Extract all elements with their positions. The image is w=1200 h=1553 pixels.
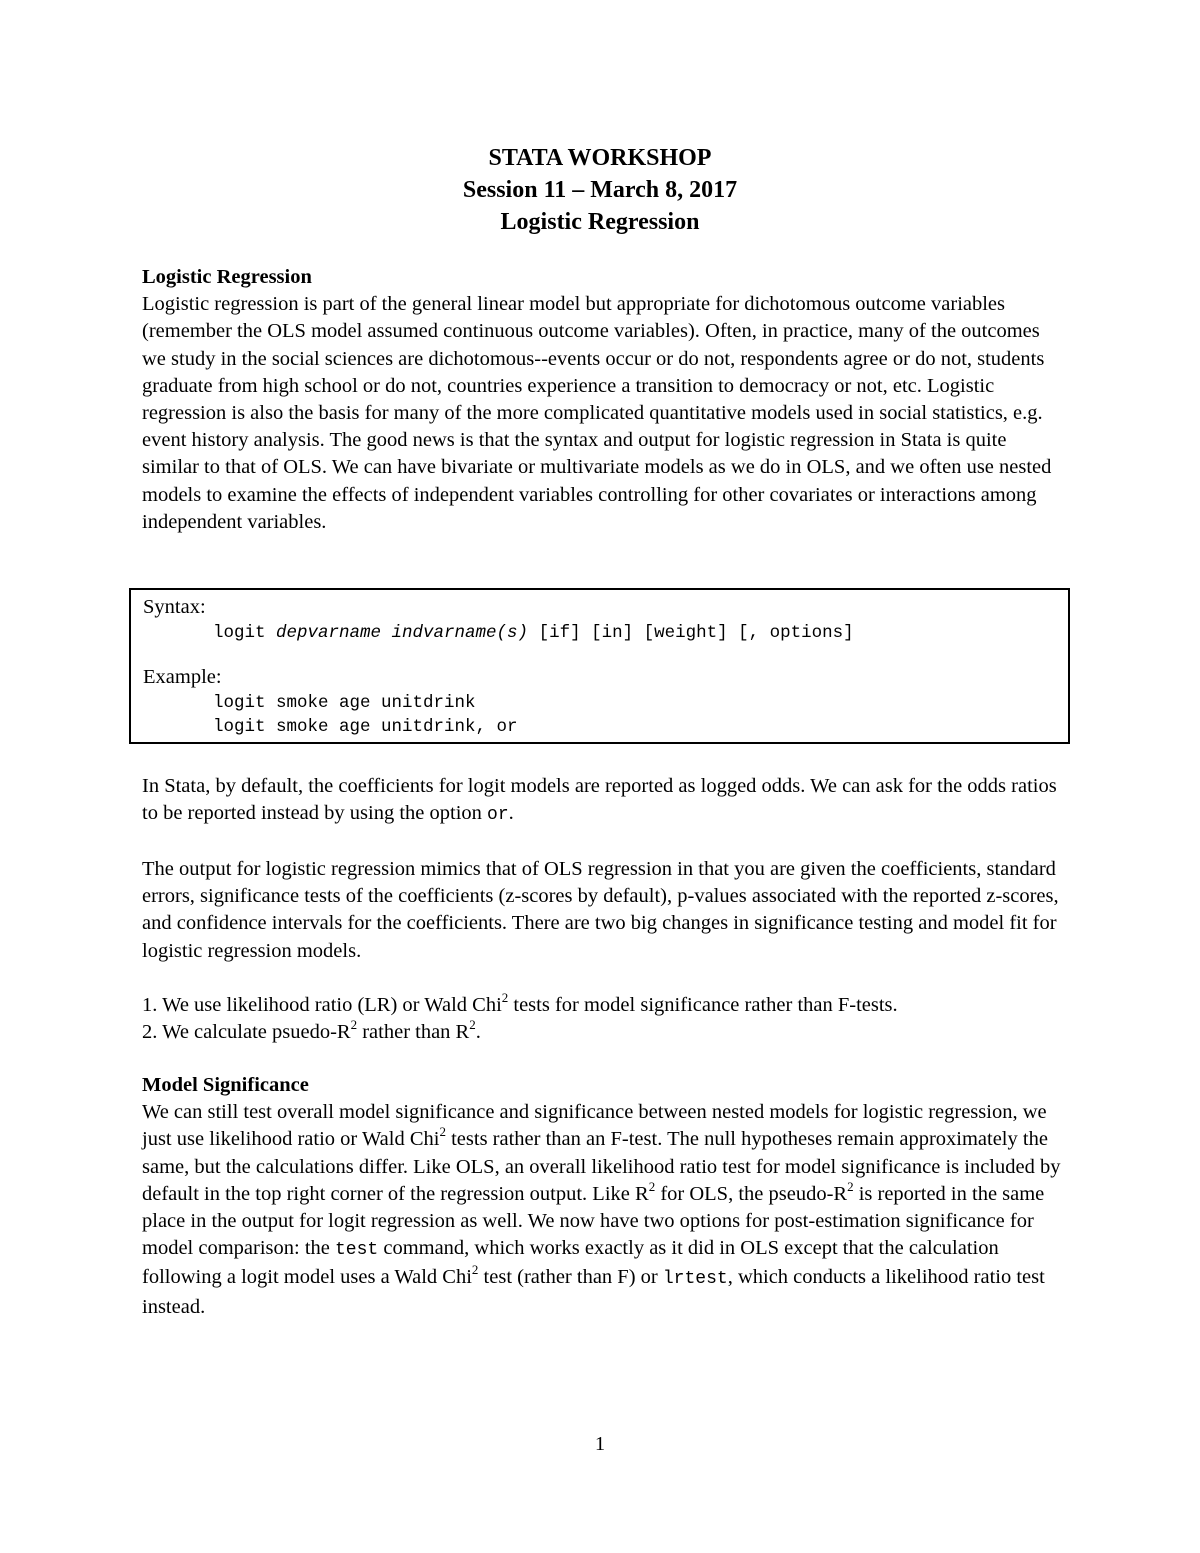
example-label: Example: xyxy=(143,666,222,688)
list-item2-text-end: . xyxy=(475,1021,481,1044)
superscript: 2 xyxy=(350,1017,358,1033)
default-end: . xyxy=(508,802,514,825)
default-paragraph xyxy=(142,773,1067,829)
text-run: is reported in the same place in the output for logit regression as well. We now have two options for post-estimation significance for model comparison: the xyxy=(142,1182,1045,1260)
default-text: In Stata, by default, the coefficients for logit models are reported as logged odds. We can ask for the odds ratios to be reported instead by using the option xyxy=(142,775,1057,825)
list-item1-text: 1. We use likelihood ratio (LR) or Wald Chi xyxy=(142,994,502,1016)
list-item xyxy=(142,992,1067,1019)
model-significance-section xyxy=(142,1072,1067,1321)
inline-code: test xyxy=(335,1240,379,1261)
document-title: STATA WORKSHOP xyxy=(488,145,712,171)
text-run: tests rather than an F-test. The null hypotheses remain approximately the same, but the calculations differ. Like OLS, an overall likelihood ratio test for model significance is included by default in the top right corner of the regression output. Like R xyxy=(142,1128,1061,1205)
section-heading: Logistic Regression xyxy=(142,266,312,288)
superscript: 2 xyxy=(471,1262,479,1278)
superscript: 2 xyxy=(469,1017,476,1033)
text-run: command, which works exactly as it did in OLS except that the calculation following a logit model uses a Wald Chi xyxy=(142,1237,999,1289)
list-section xyxy=(142,992,1067,1046)
output-paragraph: The output for logistic regression mimics that of OLS regression in that you are given the coefficients, standard errors, significance tests of the coefficients (z-scores by default), p-values associated with the reported z-scores, and confidence intervals for the coefficients. There are two big changes in significance testing and model fit for logistic regression models. xyxy=(142,858,1059,962)
model-significance-paragraph xyxy=(142,1099,1067,1321)
syntax-label: Syntax: xyxy=(143,596,206,618)
section-heading: Model Significance xyxy=(142,1074,309,1096)
superscript: 2 xyxy=(847,1178,854,1194)
text-run: for OLS, the pseudo-R xyxy=(655,1182,848,1205)
superscript: 2 xyxy=(501,990,509,1005)
list-item2-text-mid: rather than R xyxy=(357,1021,470,1044)
text-run: test (rather than F) or xyxy=(478,1266,663,1289)
syntax-box xyxy=(129,588,1070,744)
syntax-command xyxy=(143,621,1068,645)
list-item1-text-end: tests for model significance rather than F-tests. xyxy=(508,994,898,1016)
syntax-rest: [if] [in] [weight] [, options] xyxy=(528,623,854,643)
example-command-2: logit smoke age unitdrink, or xyxy=(213,717,518,737)
session-line: Session 11 – March 8, 2017 xyxy=(462,177,738,203)
list-item xyxy=(142,1019,1067,1046)
example-command-1: logit smoke age unitdrink xyxy=(213,693,476,713)
output-paragraph-section xyxy=(142,856,1067,965)
inline-code: lrtest xyxy=(662,1269,728,1290)
superscript: 2 xyxy=(648,1178,656,1194)
document-header xyxy=(0,142,1200,238)
default-paragraph-section xyxy=(142,773,1067,829)
document-subtitle: Logistic Regression xyxy=(500,209,700,235)
intro-paragraph: Logistic regression is part of the general linear model but appropriate for dichotomous outcome variables (remember the OLS model assumed continuous outcome variables). Often, in practice, many of the outcomes we study in the social sciences are dichotomous--events occur or do not, respondents agree or do not, students graduate from high school or do not, countries experience a transition to democracy or not, etc. Logistic regression is also the basis for many of the more complicated quantitative models used in social statistics, e.g. event history analysis. The good news is that the syntax and output for logistic regression in Stata is quite similar to that of OLS. We can have bivariate or multivariate models as we do in OLS, and we often use nested models to examine the effects of independent variables controlling for other covariates or interactions among independent variables. xyxy=(142,293,1052,533)
page-number: 1 xyxy=(594,1433,606,1455)
text-run: , which conducts a likelihood ratio test instead. xyxy=(142,1266,1045,1318)
list-item2-text: 2. We calculate psuedo-R xyxy=(142,1021,351,1044)
default-code: or xyxy=(487,805,509,826)
syntax-args: depvarname indvarname(s) xyxy=(276,623,529,643)
intro-section xyxy=(142,264,1067,536)
text-run: We can still test overall model significance and significance between nested models for logistic regression, we just use likelihood ratio or Wald Chi xyxy=(142,1101,1047,1151)
superscript: 2 xyxy=(439,1124,446,1140)
syntax-cmd: logit xyxy=(213,623,277,643)
